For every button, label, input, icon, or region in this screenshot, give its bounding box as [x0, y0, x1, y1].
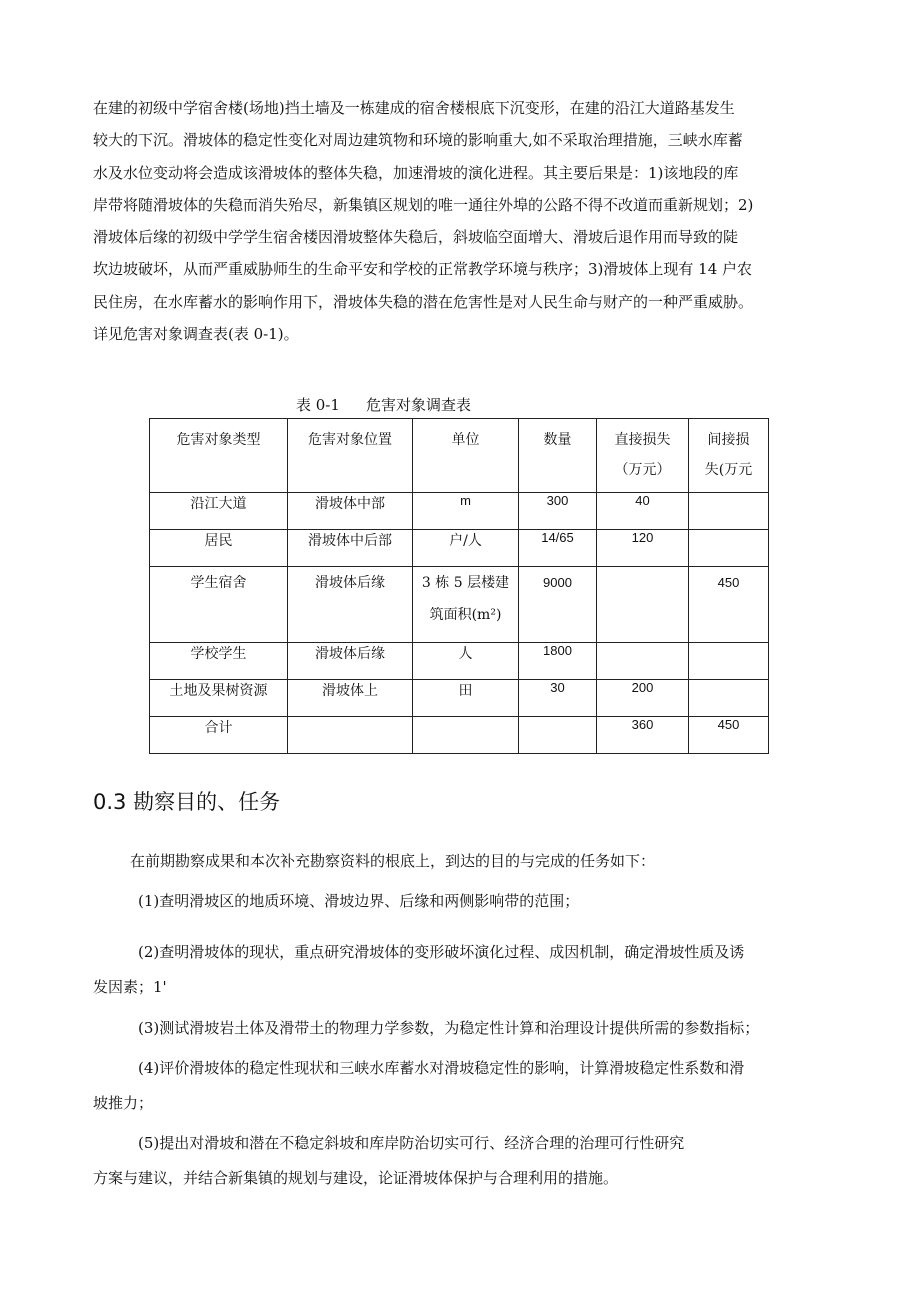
task-item-2-line1: (2)查明滑坡体的现状，重点研究滑坡体的变形破坏演化过程、成因机制，确定滑坡性质及诱 [138, 943, 745, 961]
hazard-table [149, 418, 769, 754]
cell-direct-loss: 40 [597, 493, 689, 530]
cell-direct-loss [597, 643, 689, 680]
cell-direct-loss [597, 567, 689, 643]
section-heading: 0.3 勘察目的、任务 [93, 790, 281, 814]
section-intro: 在前期勘察成果和本次补充勘察资料的根底上，到达的目的与完成的任务如下： [130, 852, 656, 870]
cell-unit-line2: 筑面积(m²) [429, 607, 502, 623]
task-item-5-line2: 方案与建议，并结合新集镇的规划与建设，论证滑坡体保护与合理利用的措施。 [93, 1169, 619, 1187]
header-indirect-loss-line2: 失(万元 [704, 462, 753, 478]
cell-type: 土地及果树资源 [150, 680, 288, 717]
table-row [150, 643, 769, 680]
task-item-4-line2: 坡推力； [93, 1094, 154, 1112]
cell-indirect-loss [689, 643, 769, 680]
cell-direct-loss: 200 [597, 680, 689, 717]
header-indirect-loss [689, 419, 769, 493]
header-type: 危害对象类型 [150, 419, 288, 493]
intro-line: 详见危害对象调查表(表 0-1)。 [93, 325, 299, 344]
cell-unit: 人 [413, 643, 519, 680]
cell-quantity: 9000 [519, 567, 597, 643]
intro-line: 民住房，在水库蓄水的影响作用下，滑坡体失稳的潜在危害性是对人民生命与财产的一种严重威胁。 [93, 292, 754, 311]
cell-location [288, 717, 413, 754]
header-indirect-loss-line1: 间接损 [707, 432, 750, 448]
cell-quantity: 14/65 [519, 530, 597, 567]
table-caption-title: 危害对象调查表 [365, 396, 471, 414]
header-quantity: 数量 [519, 419, 597, 493]
cell-location: 滑坡体中后部 [288, 530, 413, 567]
cell-type: 合计 [150, 717, 288, 754]
table-row [150, 530, 769, 567]
cell-location: 滑坡体后缘 [288, 643, 413, 680]
header-direct-loss [597, 419, 689, 493]
intro-line: 较大的下沉。滑坡体的稳定性变化对周边建筑物和环境的影响重大,如不采取治理措施，三峡水库蓄 [93, 131, 743, 150]
cell-indirect-loss: 450 [689, 717, 769, 754]
cell-direct-loss: 120 [597, 530, 689, 567]
cell-indirect-loss: 450 [689, 567, 769, 643]
cell-type: 学生宿舍 [150, 567, 288, 643]
table-row [150, 493, 769, 530]
cell-location: 滑坡体上 [288, 680, 413, 717]
task-item-3: (3)测试滑坡岩土体及滑带土的物理力学参数，为稳定性计算和治理设计提供所需的参数指标； [138, 1019, 760, 1037]
table-caption-number: 表 0-1 [296, 396, 340, 414]
cell-unit [413, 567, 519, 643]
intro-line: 岸带将随滑坡体的失稳而消失殆尽，新集镇区规划的唯一通往外埠的公路不得不改道而重新规划；2) [93, 195, 754, 214]
cell-location: 滑坡体后缘 [288, 567, 413, 643]
task-item-4-line1: (4)评价滑坡体的稳定性现状和三峡水库蓄水对滑坡稳定性的影响，计算滑坡稳定性系数和滑 [138, 1059, 745, 1077]
cell-quantity: 30 [519, 680, 597, 717]
cell-unit: 田 [413, 680, 519, 717]
intro-line: 在建的初级中学宿舍楼(场地)挡土墙及一栋建成的宿舍楼根底下沉变形，在建的沿江大道路基发生 [93, 99, 735, 117]
header-direct-loss-line2: （万元） [614, 462, 671, 478]
cell-type: 学校学生 [150, 643, 288, 680]
cell-quantity: 300 [519, 493, 597, 530]
intro-line: 坎边坡破坏，从而严重威胁师生的生命平安和学校的正常教学环境与秩序；3)滑坡体上现有 14 户农 [93, 260, 753, 279]
cell-unit [413, 717, 519, 754]
cell-indirect-loss [689, 530, 769, 567]
header-direct-loss-line1: 直接损失 [614, 432, 671, 448]
table-row [150, 680, 769, 717]
table-header-row [150, 419, 769, 493]
cell-location: 滑坡体中部 [288, 493, 413, 530]
task-item-5-line1: (5)提出对滑坡和潜在不稳定斜坡和库岸防治切实可行、经济合理的治理可行性研究 [138, 1134, 685, 1152]
table-row-total [150, 717, 769, 754]
task-item-2-line2: 发因素；1' [93, 978, 167, 996]
header-location: 危害对象位置 [288, 419, 413, 493]
cell-unit: m [413, 493, 519, 530]
cell-unit-line1: 3 栋 5 层楼建 [421, 575, 510, 591]
table-caption [296, 394, 471, 416]
intro-line: 水及水位变动将会造成该滑坡体的整体失稳，加速滑坡的演化进程。其主要后果是：1)该地段的库 [93, 163, 739, 182]
header-unit: 单位 [413, 419, 519, 493]
cell-indirect-loss [689, 680, 769, 717]
cell-quantity: 1800 [519, 643, 597, 680]
cell-unit: 户/人 [413, 530, 519, 567]
table-row [150, 567, 769, 643]
cell-type: 居民 [150, 530, 288, 567]
intro-paragraph [93, 92, 828, 350]
cell-quantity [519, 717, 597, 754]
cell-direct-loss: 360 [597, 717, 689, 754]
cell-type: 沿江大道 [150, 493, 288, 530]
intro-line: 滑坡体后缘的初级中学学生宿舍楼因滑坡整体失稳后，斜坡临空面增大、滑坡后退作用而导致的陡 [93, 228, 739, 247]
cell-indirect-loss [689, 493, 769, 530]
task-item-1: (1)查明滑坡区的地质环境、滑坡边界、后缘和两侧影响带的范围； [138, 892, 580, 910]
